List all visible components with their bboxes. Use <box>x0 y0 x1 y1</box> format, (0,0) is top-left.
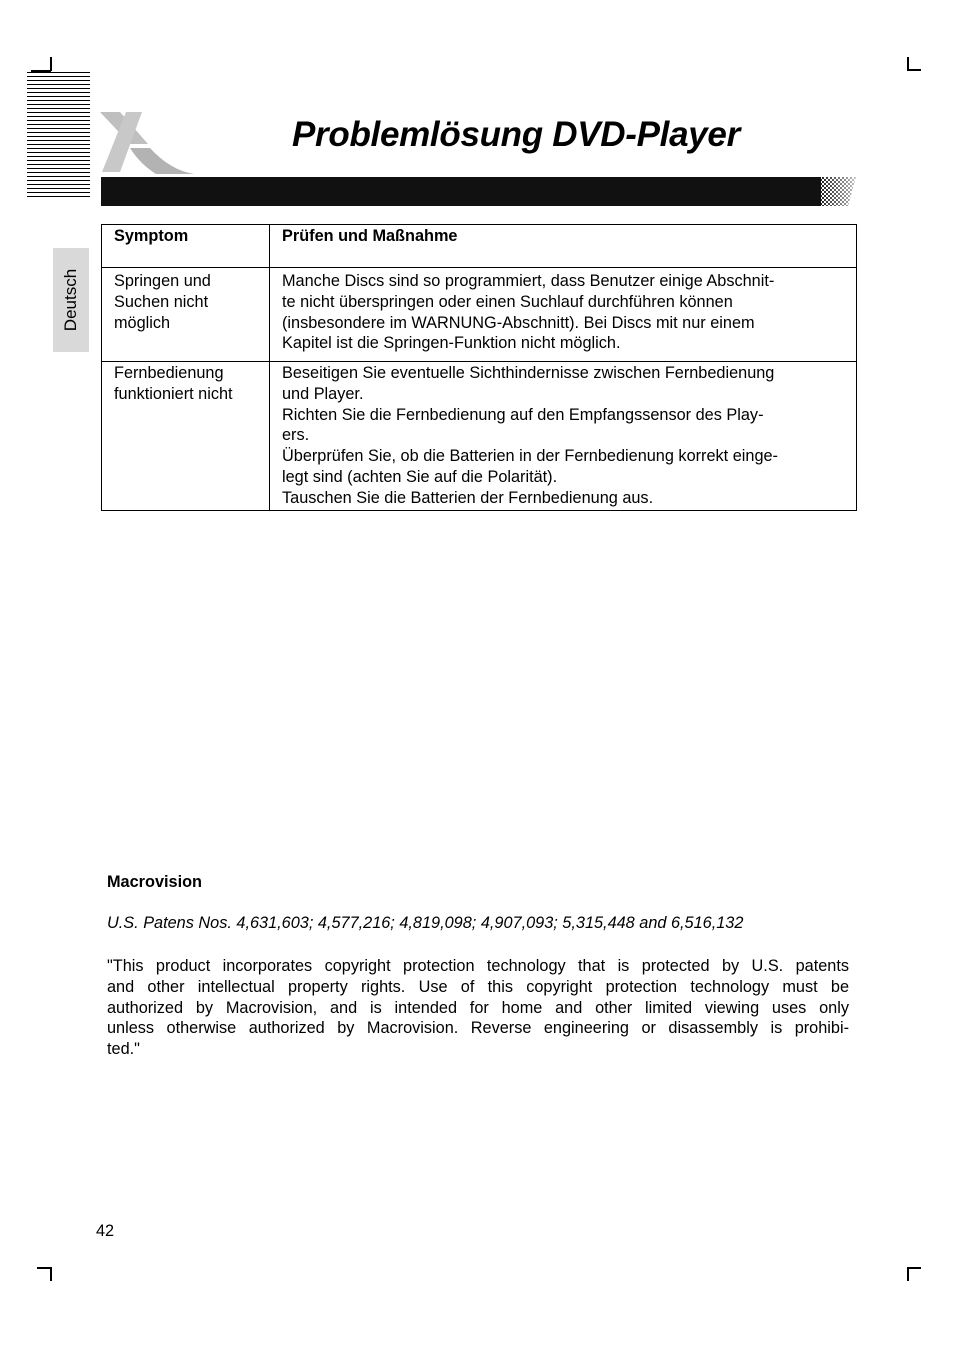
symptom-line: Suchen nicht <box>114 292 209 311</box>
notice-line: "This product incorporates copyright protection technology that is protected by U.S. patents <box>107 957 849 975</box>
action-line: Tauschen Sie die Batterien der Fernbedienung aus. <box>282 488 654 507</box>
troubleshooting-table <box>101 224 857 511</box>
macrovision-heading: Macrovision <box>107 873 203 891</box>
page-number: 42 <box>96 1222 115 1240</box>
decorative-stripes <box>27 72 90 199</box>
symptom-line: Springen und <box>114 272 211 290</box>
symptom-cell <box>102 362 270 511</box>
crop-mark-bottom-left <box>37 1267 51 1269</box>
language-tab-label: Deutsch <box>61 268 80 332</box>
crop-mark-top-left <box>50 57 52 71</box>
table-row <box>102 268 857 362</box>
action-line: Beseitigen Sie eventuelle Sichthindernisse zwischen Fernbedienung <box>282 364 775 382</box>
table-header-row <box>102 225 857 268</box>
action-cell <box>270 362 857 511</box>
action-line: Richten Sie die Fernbedienung auf den Empfangssensor des Play- <box>282 405 764 424</box>
crop-mark-bottom-right <box>907 1267 921 1269</box>
action-line: legt sind (achten Sie auf die Polarität). <box>282 467 558 486</box>
notice-line: and other intellectual property rights. Use of this copyright protection technology must be <box>107 977 849 996</box>
page-title: Problemlösung DVD-Player <box>292 115 740 154</box>
column-header-symptom: Symptom <box>102 225 270 268</box>
language-tab <box>53 248 89 352</box>
notice-line: unless otherwise authorized by Macrovision. Reverse engineering or disassembly is prohibi- <box>107 1019 849 1038</box>
symptom-cell <box>102 268 270 362</box>
macrovision-patents: U.S. Patens Nos. 4,631,603; 4,577,216; 4,819,098; 4,907,093; 5,315,448 and 6,516,132 <box>107 914 744 932</box>
macrovision-notice <box>107 956 849 1060</box>
table-row <box>102 362 857 511</box>
title-bar <box>101 177 821 206</box>
action-line: (insbesondere im WARNUNG-Abschnitt). Bei Discs mit nur einem <box>282 313 755 332</box>
action-line: te nicht überspringen oder einen Suchlauf durchführen können <box>282 292 733 311</box>
crop-mark-bottom-right <box>907 1267 909 1281</box>
action-cell <box>270 268 857 362</box>
symptom-line: möglich <box>114 313 171 332</box>
action-line: Manche Discs sind so programmiert, dass Benutzer einige Abschnit- <box>282 272 775 290</box>
action-line: Überprüfen Sie, ob die Batterien in der Fernbedienung korrekt einge- <box>282 447 778 466</box>
symptom-line: funktioniert nicht <box>114 384 233 403</box>
action-line: und Player. <box>282 384 364 403</box>
title-bar-dot-pattern <box>818 177 856 206</box>
notice-line: authorized by Macrovision, and is intended for home and other limited viewing uses only <box>107 998 849 1017</box>
action-line: ers. <box>282 426 310 445</box>
crop-mark-top-right <box>907 69 921 71</box>
symptom-line: Fernbedienung <box>114 364 224 382</box>
xoro-x-logo-icon <box>96 108 196 176</box>
column-header-action: Prüfen und Maßnahme <box>270 225 857 268</box>
crop-mark-bottom-left <box>50 1267 52 1281</box>
notice-line: ted." <box>107 1040 140 1059</box>
action-line: Kapitel ist die Springen-Funktion nicht möglich. <box>282 334 621 353</box>
